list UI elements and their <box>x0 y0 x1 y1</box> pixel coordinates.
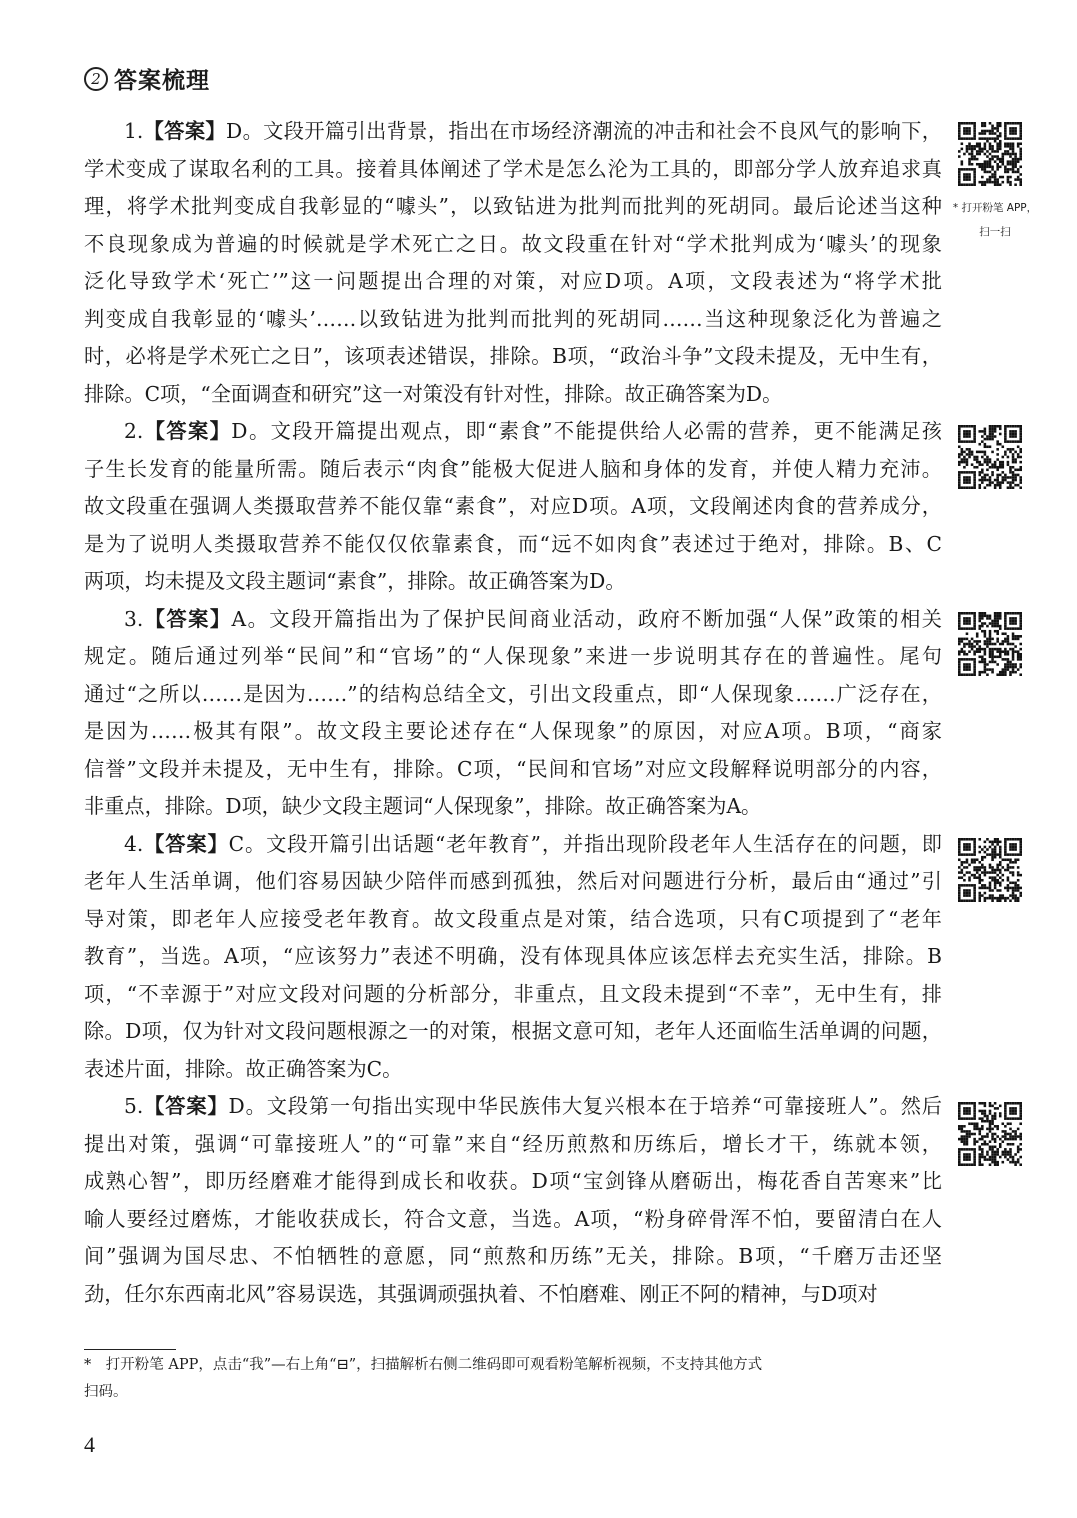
paragraph-line: 排除。C项，“全面调查和研究”这一对策没有针对性，排除。故正确答案为D。 <box>84 381 783 406</box>
section-title: 答案梳理 <box>114 68 210 94</box>
footnote <box>84 1352 944 1406</box>
paragraph-line: 除。D项，仅为针对文段问题根源之一的对策，根据文意可知，老年人还面临生活单调的问题， <box>84 1019 942 1043</box>
question-number: 2. <box>124 419 144 443</box>
line-text: C。文段开篇引出话题“老年教育”，并指出现阶段老年人生活存在的问题，即 <box>228 831 942 856</box>
answer-paragraph <box>84 113 942 413</box>
paragraph-line: 不良现象成为普遍的时候就是学术死亡之日。故文段重在针对“学术批判成为‘噱头’的现象 <box>84 231 942 256</box>
paragraph-line: 时，必将是学术死亡之日”，该项表述错误，排除。B项，“政治斗争”文段未提及，无中生有， <box>84 344 942 368</box>
answer-paragraph <box>84 601 942 826</box>
paragraph-line: 间”强调为国尽忠、不怕牺牲的意愿，同“煎熬和历练”无关，排除。B项，“千磨万击还坚 <box>84 1244 942 1268</box>
paragraph-line: 导对策，即老年人应接受老年教育。故文段重点是对策，结合选项，只有C项提到了“老年 <box>84 906 942 931</box>
paragraph-line: 规定。随后通过列举“民间”和“官场”的“人保现象”来进一步说明其存在的普遍性。尾句 <box>84 644 942 668</box>
question-number: 1. <box>124 119 144 143</box>
paragraph-line <box>84 113 942 151</box>
paragraph-line <box>84 826 942 864</box>
footnote-divider <box>84 1349 176 1350</box>
question-number: 5. <box>124 1094 144 1118</box>
paragraph-line: 信誉”文段并未提及，无中生有，排除。C项，“民间和官场”对应文段解释说明部分的内容， <box>84 756 942 781</box>
line-text: A。文段开篇指出为了保护民间商业活动，政府不断加强“人保”政策的相关 <box>231 606 942 631</box>
paragraph-line: 理，将学术批判变成自我彰显的“噱头”，以致钻进为批判而批判的死胡同。最后论述当这种 <box>84 194 942 218</box>
paragraph-line: 成熟心智”，即历经磨难才能得到成长和收获。D项“宝剑锋从磨砺出，梅花香自苦寒来”比 <box>84 1169 942 1193</box>
line-text: D。文段开篇提出观点，即“素食”不能提供给人必需的营养，更不能满足孩 <box>231 419 942 443</box>
section-heading <box>84 62 210 95</box>
answer-explanations <box>84 113 942 1313</box>
answer-tag: 【答案】 <box>143 606 232 631</box>
qr-code-icon[interactable] <box>958 1102 1022 1166</box>
paragraph-line: 非重点，排除。D项，缺少文段主题词“人保现象”，排除。故正确答案为A。 <box>84 794 762 818</box>
paragraph-line: 泛化导致学术‘死亡’”这一问题提出合理的对策，对应D项。A项，文段表述为“将学术批 <box>84 269 942 293</box>
question-number: 3. <box>124 606 144 631</box>
answer-tag: 【答案】 <box>143 419 232 443</box>
qr-caption <box>950 196 1040 244</box>
footnote-line1: * 打开粉笔 APP，点击“我”—右上角“⊟”，扫描解析右侧二维码即可观看粉笔解析视频，不支持其他方式 <box>84 1357 763 1373</box>
paragraph-line: 项，“不幸源于”对应文段对问题的分析部分，非重点，且文段未提到“不幸”，无中生有，排 <box>84 981 942 1006</box>
section-number-icon: 2 <box>84 67 108 91</box>
paragraph-line <box>84 1088 942 1126</box>
paragraph-line <box>84 601 942 639</box>
line-text: D。文段开篇引出背景，指出在市场经济潮流的冲击和社会不良风气的影响下， <box>226 119 942 143</box>
paragraph-line: 老年人生活单调，他们容易因缺少陪伴而感到孤独，然后对问题进行分析，最后由“通过”引 <box>84 869 942 893</box>
answer-paragraph <box>84 1088 942 1313</box>
answer-paragraph <box>84 413 942 601</box>
paragraph-line: 子生长发育的能量所需。随后表示“肉食”能极大促进人脑和身体的发育，并使人精力充沛。 <box>84 456 942 481</box>
qr-code-icon[interactable] <box>958 612 1022 676</box>
qr-code-icon[interactable] <box>958 838 1022 902</box>
answer-paragraph <box>84 826 942 1089</box>
paragraph-line: 是因为……极其有限”。故文段主要论述存在“人保现象”的原因，对应A项。B项，“商家 <box>84 719 942 743</box>
paragraph-line: 故文段重在强调人类摄取营养不能仅靠“素食”，对应D项。A项，文段阐述肉食的营养成分， <box>84 494 942 518</box>
qr-code-icon[interactable] <box>958 425 1022 489</box>
qr-caption-line2: 扫一扫 <box>979 226 1011 238</box>
qr-code-icon[interactable] <box>958 122 1022 186</box>
line-text: D。文段第一句指出实现中华民族伟大复兴根本在于培养“可靠接班人”。然后 <box>228 1094 942 1118</box>
paragraph-line: 教育”，当选。A项，“应该努力”表述不明确，没有体现具体应该怎样去充实生活，排除。B <box>84 944 942 968</box>
qr-caption-line1: * 打开粉笔 APP， <box>952 202 1038 214</box>
paragraph-line: 劲，任尔东西南北风”容易误选，其强调顽强执着、不怕磨难、刚正不阿的精神，与D项对 <box>84 1281 878 1306</box>
paragraph-line: 通过“之所以……是因为……”的结构总结全文，引出文段重点，即“人保现象……广泛存在， <box>84 681 942 706</box>
paragraph-line: 喻人要经过磨炼，才能收获成长，符合文意，当选。A项，“粉身碎骨浑不怕，要留清白在人 <box>84 1206 942 1231</box>
paragraph-line: 学术变成了谋取名利的工具。接着具体阐述了学术是怎么沦为工具的，即部分学人放弃追求真 <box>84 156 942 181</box>
answer-tag: 【答案】 <box>143 1094 229 1118</box>
question-number: 4. <box>124 831 144 856</box>
answer-tag: 【答案】 <box>143 831 229 856</box>
paragraph-line: 两项，均未提及文段主题词“素食”，排除。故正确答案为D。 <box>84 569 626 593</box>
page-number: 4 <box>84 1432 95 1457</box>
paragraph-line: 提出对策，强调“可靠接班人”的“可靠”来自“经历煎熬和历练后，增长才干，练就本领， <box>84 1131 942 1156</box>
paragraph-line <box>84 413 942 451</box>
paragraph-line: 是为了说明人类摄取营养不能仅仅依靠素食，而“远不如肉食”表述过于绝对，排除。B、C <box>84 531 942 556</box>
footnote-line2: 扫码。 <box>84 1384 128 1400</box>
paragraph-line: 判变成自我彰显的‘噱头’……以致钻进为批判而批判的死胡同……当这种现象泛化为普遍之 <box>84 306 942 331</box>
paragraph-line: 表述片面，排除。故正确答案为C。 <box>84 1056 403 1081</box>
answer-tag: 【答案】 <box>143 119 226 143</box>
